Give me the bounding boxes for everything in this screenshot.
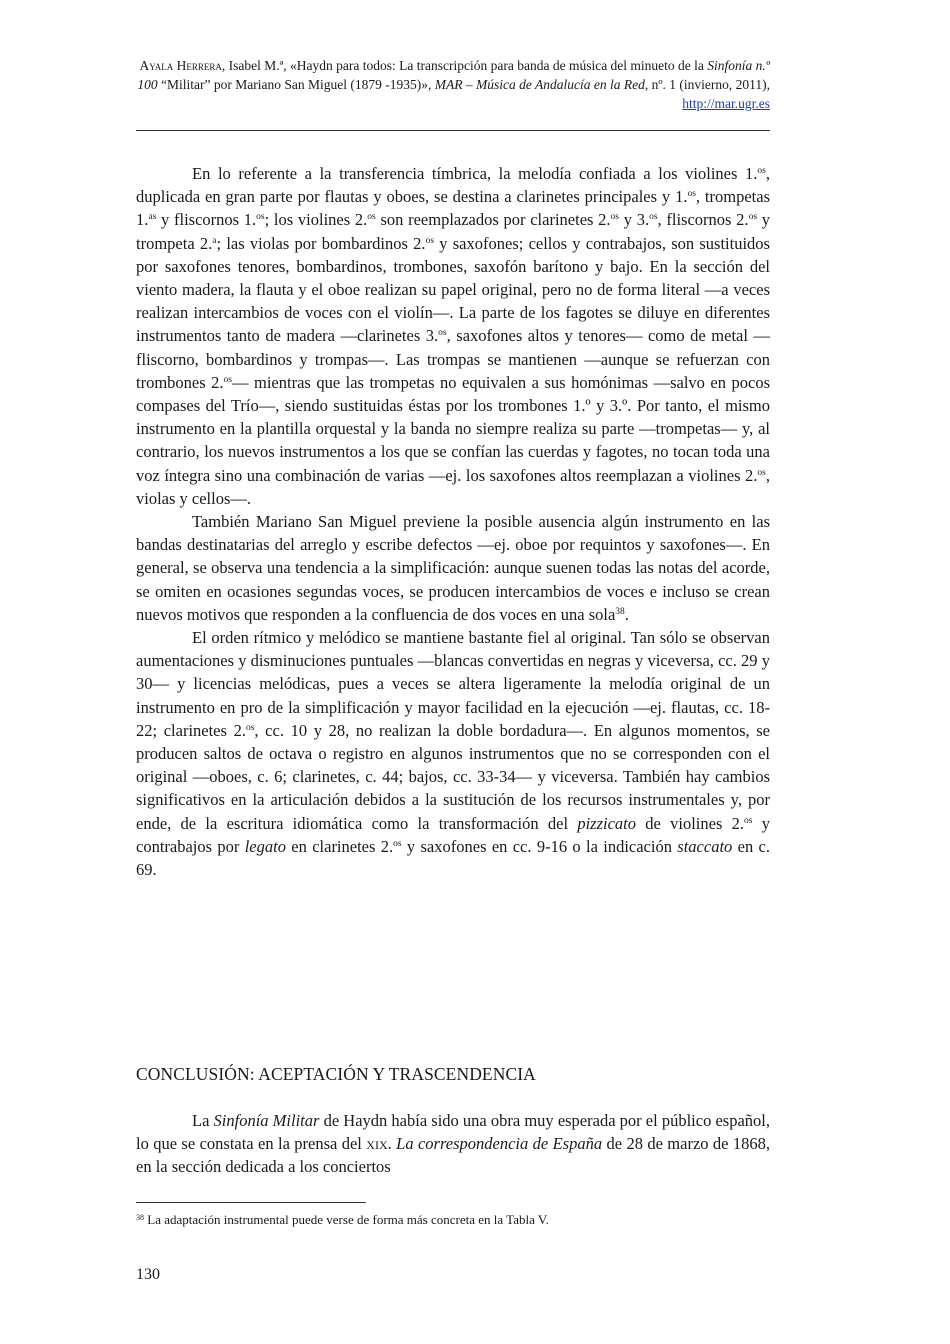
text-run: , saxofones altos y tenores— como de metal —fliscorno, bombardinos y trompas—. Las trompas se mantienen —aunque se refuerzan con trombones 2.: [136, 326, 770, 392]
page-number: 130: [136, 1266, 160, 1283]
text-run: — mientras que las trompetas no equivalen a sus homónimas —salvo en pocos compases del Trío—, siendo sustituidas éstas por los trombones 1.º y 3.º. Por tanto, el mismo instrumento en la plantilla orquestal y la banda no siempre realiza su parte —trompetas— y, al contrario, los nuevos instrumentos a los que se confían las cuerdas y fagotes, no tocan toda una voz íntegra sino una combinación de varias —ej. los saxofones altos reemplazan a violines 2.: [136, 372, 770, 485]
text-run: y saxofones; cellos y contrabajos, son sustituidos por saxofones tenores, bombardinos, trombones, saxofón barítono y bajo. En la sección del viento madera, la flauta y el oboe realizan su papel original, pero no de forma literal —a veces realizan intercambios de voces con el violín—. La parte de los fagotes se diluye en diferentes instrumentos tanto de madera —clarinetes 3.: [136, 233, 770, 346]
footnote: [136, 1212, 549, 1228]
header-text: , Isabel M.ª, «Haydn para todos: La transcripción para banda de música del minueto de la: [221, 58, 708, 73]
italic-term: legato: [244, 836, 286, 856]
paragraph-3: [136, 626, 770, 881]
text-run: ; los violines 2.: [264, 210, 368, 230]
text-run: y saxofones en cc. 9-16 o la indicación: [401, 836, 678, 856]
header-work-title: Sinfonía n.º 100: [137, 58, 770, 92]
text-run: de 28 de marzo de 1868, en la sección dedicada a los conciertos: [136, 1134, 771, 1177]
text-run: de violines 2.: [635, 813, 745, 833]
header-journal: MAR – Música de Andalucía en la Red: [434, 77, 645, 92]
italic-term: pizzicato: [577, 813, 636, 833]
text-run: .: [387, 1134, 397, 1154]
header-issue: , nº. 1 (invierno, 2011),: [644, 77, 770, 92]
header-rule: [136, 130, 770, 131]
text-run: También Mariano San Miguel previene la posible ausencia algún instrumento en las bandas destinatarias del arreglo y escribe defectos —ej. oboe por requintos y saxofones—. En general, se observa una tendencia a la simplificación: aunque suenen todas las notas del acorde, se omiten en ocasiones segundas voces, se producen intercambios de voces e incluso se crean nuevos motivos que responden a la confluencia de dos voces en una sola: [136, 512, 770, 624]
superscript: os: [425, 235, 435, 246]
paragraph-1: [136, 162, 770, 510]
italic-term: staccato: [677, 836, 733, 856]
italic-title: Sinfonía Militar: [213, 1111, 320, 1130]
header-url-link[interactable]: http://mar.ugr.es: [682, 96, 770, 111]
text-run: , cc. 10 y 28, no realizan la doble bordadura—. En algunos momentos, se producen saltos de octava o registro en algunos instrumentos que no se corresponden con el original —oboes, c. 6; clarinetes, c. 44; bajos, cc. 33-34— y viceversa. También hay cambios significativos en la articulación debidos a la sustitución de los recursos instrumentales y, por ende, de la escritura idiomática como la transformación del: [136, 720, 770, 833]
superscript: os: [687, 189, 696, 200]
text-run: , fliscornos 2.: [657, 210, 749, 230]
superscript: os: [256, 212, 265, 223]
superscript: os: [393, 838, 402, 849]
footnote-rule: [136, 1202, 366, 1203]
italic-title: La correspondencia de España: [396, 1134, 603, 1154]
century-numeral: xix: [366, 1134, 388, 1154]
body-text: [136, 162, 770, 881]
superscript: os: [757, 467, 766, 478]
superscript: a: [212, 235, 217, 246]
text-run: son reemplazados por clarinetes 2.: [375, 210, 611, 230]
superscript: os: [757, 166, 766, 176]
text-run: La: [192, 1111, 214, 1130]
paragraph-2: [136, 510, 770, 626]
text-run: El orden rítmico y melódico se mantiene bastante fiel al original. Tan sólo se observan aumentaciones y disminuciones puntuales —blancas convertidas en negras y viceversa, cc. 29 y 30— y licencias melódicas, pues a veces se altera ligeramente la melodía original de un instrumento en pro de la simplificación y mayor facilidad en la ejecución —ej. flautas, cc. 18-22; clarinetes 2.: [136, 628, 770, 740]
text-run: En lo referente a la transferencia tímbrica, la melodía confiada a los violines 1.: [192, 164, 758, 183]
section-heading: CONCLUSIÓN: ACEPTACIÓN Y TRASCENDENCIA: [136, 1064, 536, 1084]
footnote-reference[interactable]: 38: [615, 606, 625, 617]
text-run: .: [624, 604, 629, 624]
header-text-2: “Militar” por Mariano San Miguel (1879 -1935)»,: [157, 77, 435, 92]
superscript: os: [744, 815, 753, 826]
text-run: y trompeta 2.: [136, 210, 770, 253]
superscript: os: [649, 212, 658, 223]
paragraph-4: [136, 1109, 770, 1179]
footnote-text: La adaptación instrumental puede verse de forma más concreta en la Tabla V.: [144, 1212, 549, 1227]
text-run: en clarinetes 2.: [285, 836, 394, 856]
superscript: as: [148, 212, 157, 223]
text-run: , trompetas 1.: [136, 187, 770, 230]
superscript: os: [245, 722, 255, 733]
footnote-number: 38: [136, 1213, 144, 1222]
conclusion-text: [136, 1109, 770, 1179]
header-author: Ayala Herrera: [139, 58, 222, 73]
text-run: , violas y cellos—.: [136, 465, 770, 508]
text-run: de Haydn había sido una obra muy esperada por el público español, lo que se constata en la prensa del: [136, 1111, 770, 1154]
text-run: ; las violas por bombardinos 2.: [216, 233, 426, 253]
text-run: y 3.: [619, 210, 650, 230]
text-run: , duplicada en gran parte por flautas y oboes, se destina a clarinetes principales y 1.: [136, 164, 770, 207]
superscript: os: [748, 212, 758, 223]
superscript: os: [223, 374, 232, 385]
text-run: en c. 69.: [136, 836, 770, 880]
running-header: [136, 56, 770, 113]
superscript: os: [367, 212, 376, 223]
text-run: y contrabajos por: [136, 813, 771, 856]
text-run: y fliscornos 1.: [156, 210, 257, 230]
superscript: os: [438, 328, 447, 339]
superscript: os: [610, 212, 619, 223]
